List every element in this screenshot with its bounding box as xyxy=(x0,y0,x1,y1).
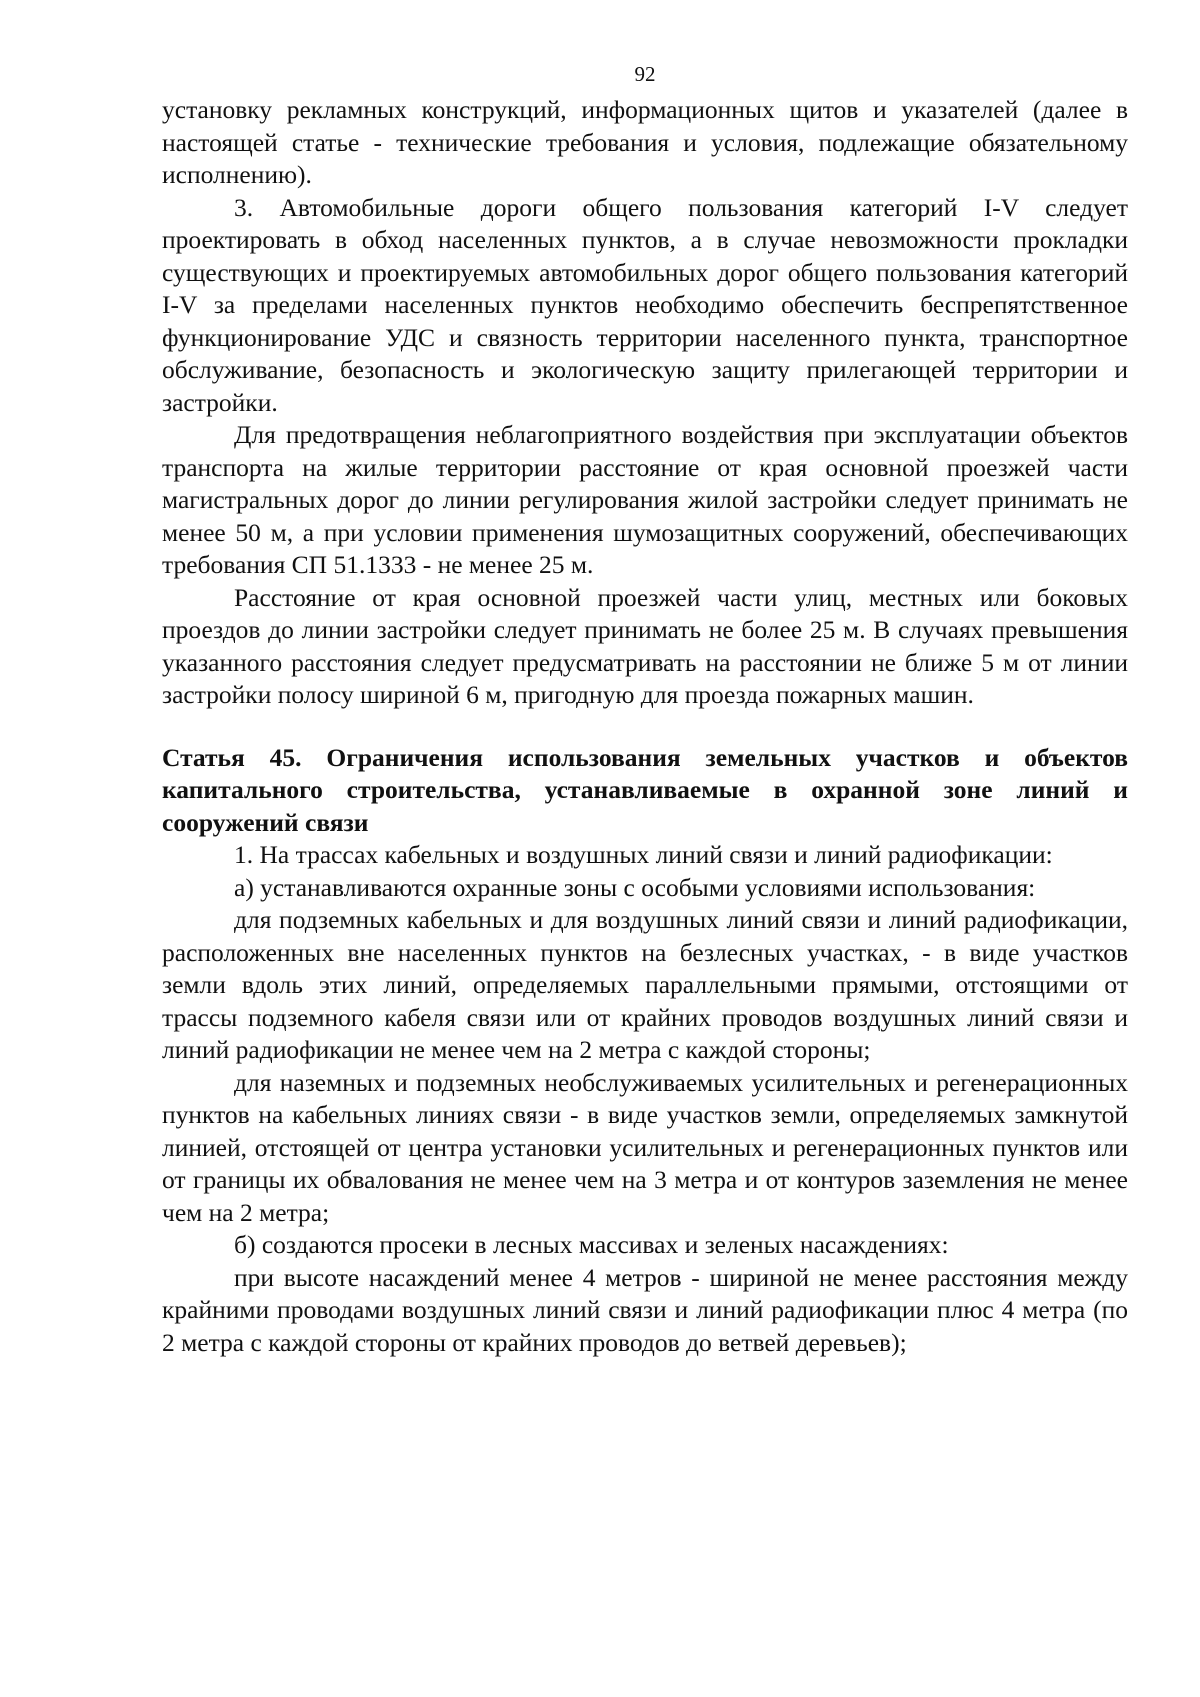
page-number: 92 xyxy=(634,62,656,86)
paragraph-item-3: 3. Автомобильные дороги общего пользования категорий I-V следует проектировать в обход населенных пунктов, а в случае невозможности прокладки существующих и проектируемых автомобильных дорог общего пользования категорий I-V за пределами населенных пунктов необходимо обеспечить беспрепятственное функционирование УДС и связность территории населенного пункта, транспортное обслуживание, безопасность и экологическую защиту прилегающей территории и застройки. xyxy=(162,192,1128,417)
paragraph-continuation: установку рекламных конструкций, информационных щитов и указателей (далее в настоящей статье - технические требования и условия, подлежащие обязательному исполнению). xyxy=(162,95,1128,189)
paragraph-transport-impact: Для предотвращения неблагоприятного воздействия при эксплуатации объектов транспорта на жилые территории расстояние от края основной проезжей части магистральных дорог до линии регулирования жилой застройки следует принимать не менее 50 м, а при условии применения шумозащитных сооружений, обеспечивающих требования СП 51.1333 - не менее 25 м. xyxy=(162,420,1128,579)
paragraph-building-line: Расстояние от края основной проезжей части улиц, местных или боковых проездов до линии застройки следует принимать не более 25 м. В случаях превышения указанного расстояния следует предусматривать на расстоянии не ближе 5 м от линии застройки полосу шириной 6 м, пригодную для проезда пожарных машин. xyxy=(162,582,1128,709)
paragraph-item-b: б) создаются просеки в лесных массивах и зеленых насаждениях: xyxy=(234,1230,949,1259)
paragraph-clearing-width: при высоте насаждений менее 4 метров - шириной не менее расстояния между крайними проводами воздушных линий связи и линий радиофикации плюс 4 метра (по 2 метра с каждой стороны от крайних проводов до ветвей деревьев); xyxy=(162,1262,1128,1357)
paragraph-item-1: 1. На трассах кабельных и воздушных линий связи и линий радиофикации: xyxy=(234,840,1053,869)
document-page xyxy=(162,62,1128,1359)
article-45-heading: Статья 45. Ограничения использования земельных участков и объектов капитального строительства, устанавливаемые в охранной зоне линий и сооружений связи xyxy=(162,742,1128,837)
paragraph-item-a: а) устанавливаются охранные зоны с особыми условиями использования: xyxy=(234,872,1036,902)
paragraph-regeneration-points: для наземных и подземных необслуживаемых усилительных и регенерационных пунктов на кабельных линиях связи - в виде участков земли, определяемых замкнутой линией, отстоящей от центра установки усилительных и регенерационных пунктов или от границы их обвалования не менее чем на 3 метра и от контуров заземления не менее чем на 2 метра; xyxy=(162,1067,1128,1227)
paragraph-underground-lines: для подземных кабельных и для воздушных линий связи и линий радиофикации, расположенных вне населенных пунктов на безлесных участках, - в виде участков земли вдоль этих линий, определяемых параллельными прямыми, отстоящими от трассы подземного кабеля связи или от крайних проводов воздушных линий связи и линий радиофикации не менее чем на 2 метра с каждой стороны; xyxy=(162,905,1128,1064)
